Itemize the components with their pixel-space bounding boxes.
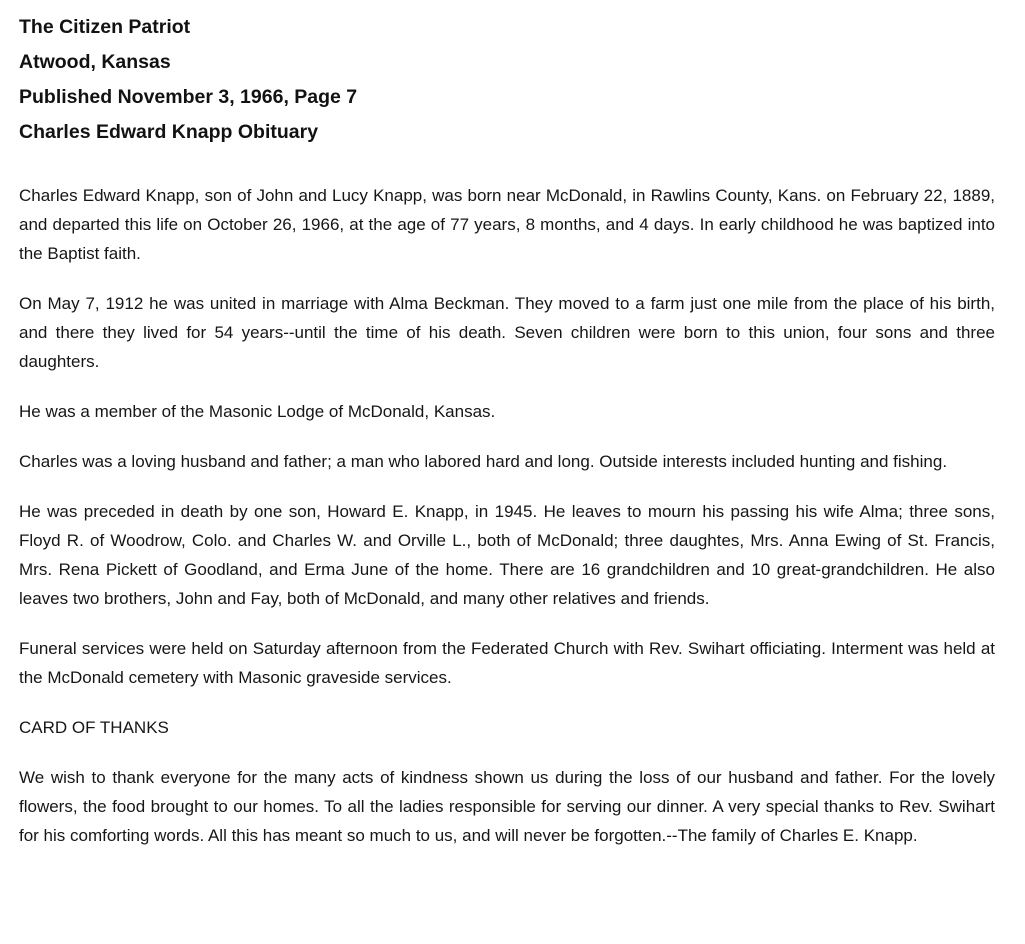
card-of-thanks-heading: CARD OF THANKS [19, 718, 169, 737]
publication-info: Published November 3, 1966, Page 7 [19, 86, 358, 108]
paragraph-marriage-children: On May 7, 1912 he was united in marriage with Alma Beckman. They moved to a farm just one mile from the place of his birth, and there they lived for 54 years--until the time of his death. Seven children were born to this union, four sons and three daughters. [19, 294, 995, 371]
paragraph-character-interests: Charles was a loving husband and father; a man who labored hard and long. Outside interests included hunting and fishing. [19, 452, 948, 471]
newspaper-location: Atwood, Kansas [19, 51, 171, 73]
obituary-title: Charles Edward Knapp Obituary [19, 121, 319, 143]
paragraph-survivors: He was preceded in death by one son, Howard E. Knapp, in 1945. He leaves to mourn his passing his wife Alma; three sons, Floyd R. of Woodrow, Colo. and Charles W. and Orville L., both of McDonald; three daughtes, Mrs. Anna Ewing of St. Francis, Mrs. Rena Pickett of Goodland, and Erma June of the home. There are 16 grandchildren and 10 great-grandchildren. He also leaves two brothers, John and Fay, both of McDonald, and many other relatives and friends. [19, 502, 995, 608]
paragraph-funeral-services: Funeral services were held on Saturday afternoon from the Federated Church with Rev. Swihart officiating. Interment was held at the McDonald cemetery with Masonic graveside services. [19, 639, 995, 687]
newspaper-name: The Citizen Patriot [19, 16, 191, 38]
paragraph-card-of-thanks: We wish to thank everyone for the many acts of kindness shown us during the loss of our husband and father. For the lovely flowers, the food brought to our homes. To all the ladies responsible for serving our dinner. A very special thanks to Rev. Swihart for his comforting words. All this has meant so much to us, and will never be forgotten.--The family of Charles E. Knapp. [19, 768, 995, 845]
paragraph-birth-death: Charles Edward Knapp, son of John and Lucy Knapp, was born near McDonald, in Rawlins County, Kans. on February 22, 1889, and departed this life on October 26, 1966, at the age of 77 years, 8 months, and 4 days. In early childhood he was baptized into the Baptist faith. [19, 186, 995, 263]
paragraph-masonic-lodge: He was a member of the Masonic Lodge of McDonald, Kansas. [19, 402, 496, 421]
document-body [19, 181, 995, 850]
document-header [19, 10, 995, 150]
